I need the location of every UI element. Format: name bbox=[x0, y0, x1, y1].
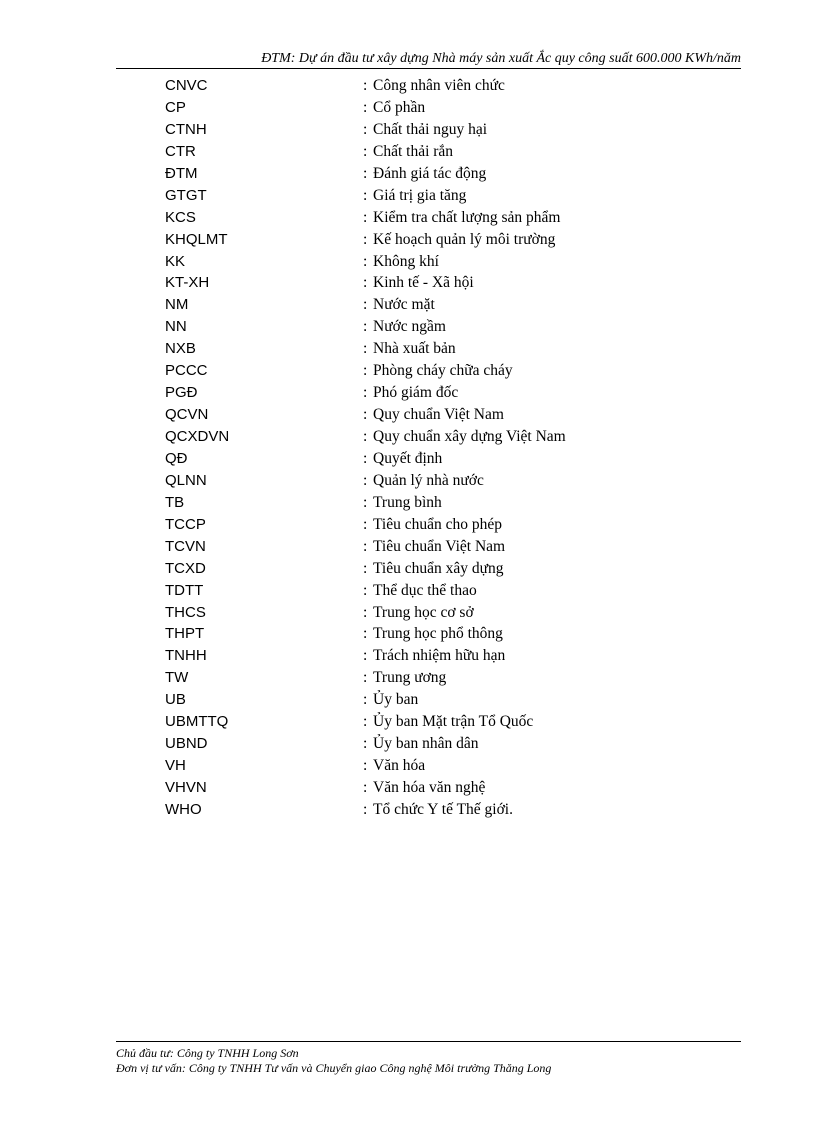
abbreviation-row bbox=[165, 97, 725, 119]
abbreviation-definition: Phó giám đốc bbox=[373, 384, 459, 402]
abbreviation-term: ĐTM bbox=[165, 164, 198, 182]
abbreviation-term: NM bbox=[165, 296, 189, 314]
abbreviation-separator: : bbox=[363, 428, 368, 445]
abbreviation-separator: : bbox=[363, 669, 368, 687]
abbreviation-term: THCS bbox=[165, 603, 206, 621]
abbreviation-separator: : bbox=[363, 515, 368, 533]
abbreviation-term: UB bbox=[165, 691, 186, 709]
abbreviation-definition: Tiêu chuẩn cho phép bbox=[373, 515, 503, 533]
abbreviation-row bbox=[165, 163, 725, 185]
abbreviation-row bbox=[165, 492, 725, 514]
abbreviation-row bbox=[165, 755, 725, 777]
abbreviation-definition: Tiêu chuẩn Việt Nam bbox=[373, 537, 506, 555]
abbreviation-row bbox=[165, 119, 725, 141]
abbreviation-row bbox=[165, 185, 725, 207]
abbreviation-row bbox=[165, 294, 725, 316]
abbreviation-definition: Thể dục thể thao bbox=[373, 581, 477, 599]
abbreviation-definition: Tổ chức Y tế Thế giới. bbox=[373, 800, 513, 818]
abbreviation-separator: : bbox=[363, 493, 368, 511]
abbreviation-row bbox=[165, 338, 725, 360]
abbreviation-term: NN bbox=[165, 318, 187, 336]
abbreviation-term: KCS bbox=[165, 208, 196, 226]
abbreviation-row bbox=[165, 426, 725, 448]
abbreviation-definition: Chất thải rắn bbox=[373, 142, 454, 160]
abbreviation-row bbox=[165, 75, 725, 97]
abbreviation-separator: : bbox=[363, 296, 368, 314]
abbreviation-definition: Phòng cháy chữa cháy bbox=[373, 362, 513, 380]
abbreviation-definition: Quy chuẩn Việt Nam bbox=[373, 406, 504, 424]
abbreviation-separator: : bbox=[363, 779, 368, 796]
abbreviation-row bbox=[165, 558, 725, 580]
abbreviation-definition: Ủy ban Mặt trận Tổ Quốc bbox=[373, 713, 534, 731]
abbreviation-separator: : bbox=[363, 603, 368, 621]
abbreviation-separator: : bbox=[363, 713, 368, 731]
abbreviation-separator: : bbox=[363, 164, 368, 182]
abbreviation-separator: : bbox=[363, 625, 368, 643]
abbreviation-definition: Không khí bbox=[373, 252, 439, 270]
abbreviation-separator: : bbox=[363, 318, 368, 336]
abbreviation-term: TCCP bbox=[165, 515, 206, 533]
abbreviation-term: TB bbox=[165, 493, 185, 511]
header-title: ĐTM: Dự án đầu tư xây dựng Nhà máy sản xuất Ắc quy công suất 600.000 KWh/năm bbox=[261, 51, 741, 66]
abbreviation-row bbox=[165, 141, 725, 163]
abbreviation-term: QCVN bbox=[165, 406, 209, 424]
abbreviation-separator: : bbox=[363, 230, 368, 248]
abbreviation-row bbox=[165, 382, 725, 404]
abbreviation-list bbox=[165, 75, 725, 821]
abbreviation-term: KHQLMT bbox=[165, 230, 228, 248]
abbreviation-separator: : bbox=[363, 647, 368, 665]
abbreviation-row bbox=[165, 536, 725, 558]
abbreviation-definition: Quản lý nhà nước bbox=[373, 471, 484, 489]
abbreviation-definition: Tiêu chuẩn xây dựng bbox=[373, 559, 504, 577]
abbreviation-definition: Văn hóa bbox=[373, 757, 426, 775]
abbreviation-row bbox=[165, 272, 725, 294]
abbreviation-definition: Kế hoạch quản lý môi trường bbox=[373, 230, 556, 248]
abbreviation-definition: Ủy ban nhân dân bbox=[373, 735, 479, 753]
abbreviation-row bbox=[165, 602, 725, 624]
abbreviation-definition: Nhà xuất bản bbox=[373, 340, 456, 358]
abbreviation-term: CP bbox=[165, 98, 186, 116]
abbreviation-term: QLNN bbox=[165, 471, 207, 489]
abbreviation-separator: : bbox=[363, 252, 368, 270]
abbreviation-definition: Trung ương bbox=[373, 669, 447, 687]
page-footer bbox=[116, 1046, 741, 1076]
abbreviation-definition: Trung học cơ sở bbox=[373, 603, 474, 621]
abbreviation-definition: Công nhân viên chức bbox=[373, 77, 505, 94]
page-header bbox=[116, 50, 741, 69]
abbreviation-definition: Văn hóa văn nghệ bbox=[373, 779, 486, 796]
abbreviation-separator: : bbox=[363, 120, 368, 138]
abbreviation-separator: : bbox=[363, 340, 368, 358]
abbreviation-definition: Đánh giá tác động bbox=[373, 164, 487, 182]
abbreviation-term: WHO bbox=[165, 800, 202, 818]
abbreviation-term: CTNH bbox=[165, 120, 207, 138]
abbreviation-separator: : bbox=[363, 274, 368, 292]
abbreviation-separator: : bbox=[363, 362, 368, 380]
abbreviation-term: KK bbox=[165, 252, 186, 270]
abbreviation-definition: Cổ phần bbox=[373, 98, 426, 116]
abbreviation-separator: : bbox=[363, 449, 368, 467]
abbreviation-row bbox=[165, 448, 725, 470]
abbreviation-definition: Trách nhiệm hữu hạn bbox=[373, 647, 506, 665]
abbreviation-row bbox=[165, 360, 725, 382]
abbreviation-definition: Nước ngầm bbox=[373, 318, 446, 336]
abbreviation-row bbox=[165, 733, 725, 755]
abbreviation-term: TNHH bbox=[165, 647, 207, 665]
abbreviation-definition: Quyết định bbox=[373, 449, 443, 467]
abbreviation-row bbox=[165, 229, 725, 251]
abbreviation-separator: : bbox=[363, 208, 368, 226]
abbreviation-term: VH bbox=[165, 757, 186, 775]
abbreviation-separator: : bbox=[363, 757, 368, 775]
abbreviation-definition: Kiểm tra chất lượng sản phẩm bbox=[373, 208, 561, 226]
abbreviation-row bbox=[165, 689, 725, 711]
abbreviation-row bbox=[165, 251, 725, 273]
abbreviation-separator: : bbox=[363, 471, 368, 489]
abbreviation-term: THPT bbox=[165, 625, 205, 643]
footer-investor: Chủ đầu tư: Công ty TNHH Long Sơn bbox=[116, 1046, 299, 1060]
abbreviation-term: QĐ bbox=[165, 449, 188, 467]
abbreviation-separator: : bbox=[363, 186, 368, 204]
abbreviation-term: NXB bbox=[165, 340, 196, 358]
abbreviation-row bbox=[165, 711, 725, 733]
abbreviation-definition: Chất thải nguy hại bbox=[373, 120, 488, 138]
abbreviation-separator: : bbox=[363, 800, 368, 818]
abbreviation-row bbox=[165, 799, 725, 821]
abbreviation-separator: : bbox=[363, 384, 368, 402]
abbreviation-definition: Trung bình bbox=[373, 493, 442, 511]
abbreviation-definition: Kinh tế - Xã hội bbox=[373, 274, 474, 292]
footer-consultant: Đơn vị tư vấn: Công ty TNHH Tư vấn và Chuyển giao Công nghệ Môi trường Thăng Long bbox=[116, 1061, 552, 1075]
abbreviation-term: VHVN bbox=[165, 779, 207, 796]
abbreviation-row bbox=[165, 645, 725, 667]
abbreviation-definition: Giá trị gia tăng bbox=[373, 186, 467, 204]
abbreviation-row bbox=[165, 580, 725, 602]
abbreviation-separator: : bbox=[363, 691, 368, 709]
abbreviation-term: KT-XH bbox=[165, 274, 210, 292]
abbreviation-separator: : bbox=[363, 142, 368, 160]
abbreviation-row bbox=[165, 667, 725, 689]
abbreviation-row bbox=[165, 777, 725, 799]
abbreviation-term: TCXD bbox=[165, 559, 206, 577]
abbreviation-separator: : bbox=[363, 77, 368, 94]
abbreviation-separator: : bbox=[363, 581, 368, 599]
abbreviation-row bbox=[165, 623, 725, 645]
abbreviation-row bbox=[165, 470, 725, 492]
abbreviation-term: CNVC bbox=[165, 77, 208, 94]
abbreviation-definition: Trung học phổ thông bbox=[373, 625, 503, 643]
abbreviation-separator: : bbox=[363, 537, 368, 555]
abbreviation-separator: : bbox=[363, 98, 368, 116]
abbreviation-term: TDTT bbox=[165, 581, 204, 599]
abbreviation-row bbox=[165, 514, 725, 536]
abbreviation-term: UBMTTQ bbox=[165, 713, 229, 731]
abbreviation-definition: Ủy ban bbox=[373, 691, 419, 709]
abbreviation-term: GTGT bbox=[165, 186, 207, 204]
abbreviation-term: CTR bbox=[165, 142, 196, 160]
abbreviation-row bbox=[165, 316, 725, 338]
abbreviation-term: QCXDVN bbox=[165, 428, 230, 445]
abbreviation-definition: Nước mặt bbox=[373, 296, 435, 314]
abbreviation-term: TCVN bbox=[165, 537, 206, 555]
abbreviation-separator: : bbox=[363, 406, 368, 424]
abbreviation-definition: Quy chuẩn xây dựng Việt Nam bbox=[373, 428, 566, 445]
abbreviation-separator: : bbox=[363, 735, 368, 753]
abbreviation-row bbox=[165, 207, 725, 229]
abbreviation-term: UBND bbox=[165, 735, 208, 753]
abbreviation-term: TW bbox=[165, 669, 189, 687]
abbreviation-row bbox=[165, 404, 725, 426]
abbreviation-separator: : bbox=[363, 559, 368, 577]
abbreviation-term: PCCC bbox=[165, 362, 208, 380]
abbreviation-term: PGĐ bbox=[165, 384, 198, 402]
footer-divider bbox=[116, 1041, 741, 1042]
